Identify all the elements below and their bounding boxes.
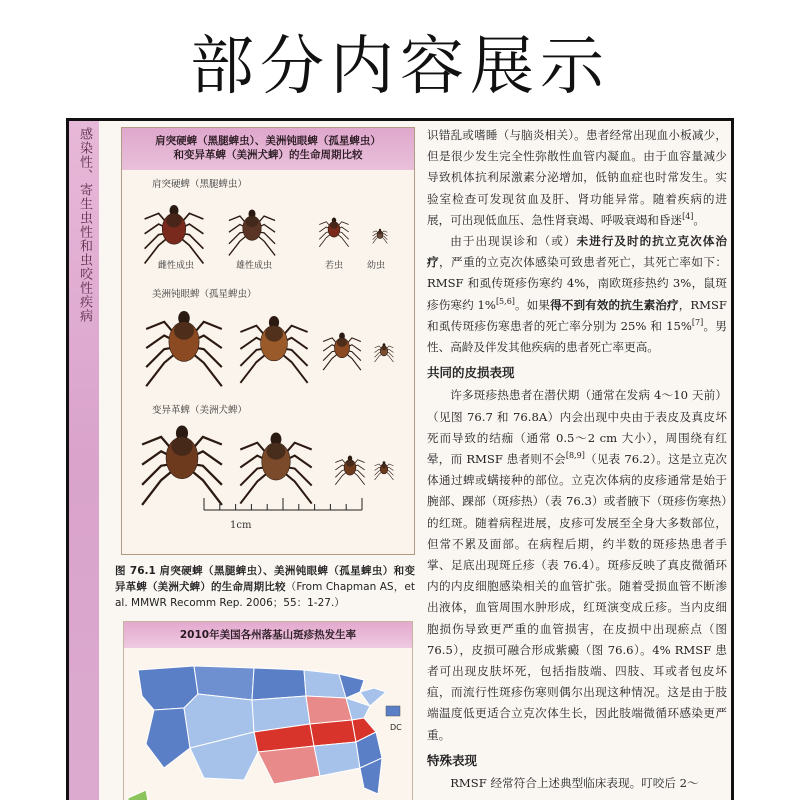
- scale-bar: [204, 498, 362, 510]
- p2-bold2: 得不到有效的抗生素治疗: [550, 297, 679, 312]
- paragraph-1: [427, 125, 727, 231]
- label-nymph: 若虫: [325, 261, 344, 271]
- section-heading-special: 特殊表现: [427, 752, 478, 768]
- dermacentor-female-tick: [142, 426, 222, 505]
- label-female-adult: 雌性成虫: [158, 261, 195, 271]
- section-heading-common-lesions: 共同的皮损表现: [427, 365, 515, 381]
- p2-b: ，严重的立克次体感染可致患者死亡，其死亡率如下：RMSF 和虱传斑疹伤寒约 4%，南欧斑疹热约 3%，鼠斑疹伤寒约 1%: [427, 255, 727, 312]
- group2-title: 美洲钝眼蜱（孤星蜱虫）: [152, 289, 257, 300]
- amblyomma-male-tick: [240, 316, 307, 383]
- p2-ref1: [5,6]: [495, 296, 515, 306]
- ixodes-male-tick: [229, 210, 275, 256]
- p1-end: 。: [693, 212, 706, 227]
- p3-a: 许多斑疹热患者在潜伏期（通常在发病 4～10 天前）（见图 76.7 和 76.8A）内会出现中央由于表皮及真皮坏死而导致的结痂（通常 0.5～2 cm 大小），周围绕有红晕，而 RMSF 患者则不会: [427, 388, 727, 467]
- caption-bold-text: 肩突硬蜱（黑腿蜱虫）、美洲钝眼蜱（孤星蜱虫）和变异革蜱（美洲犬蜱）的生命周期比较: [115, 565, 416, 593]
- dc-label: DC: [390, 723, 402, 732]
- ixodes-nymph-tick: [319, 218, 348, 247]
- amblyomma-larva-tick: [375, 343, 394, 362]
- running-head-text: 感染性、寄生虫性和虫咬性疾病: [77, 127, 92, 323]
- rmsf-map-panel: [123, 621, 413, 800]
- paragraph-4: RMSF 经常符合上述典型临床表现。叮咬后 2～: [450, 776, 699, 791]
- p2-a: 由于出现误诊和（或）: [450, 234, 577, 249]
- book-page: [66, 118, 734, 800]
- scale-bar-label: 1cm: [230, 520, 252, 531]
- p2-e: 。男性、高龄及伴发其他疾病的患者死亡率更高。: [427, 318, 727, 355]
- p2-d: ，RMSF 和虱传斑疹伤寒患者的死亡率分别为 25% 和 15%: [427, 297, 727, 333]
- p3-b: （见表 76.2）。这是立克次体通过蜱或螨接种的部位。立克次体病的皮疹通常是始于腕部、踝部（斑疹热）（表 76.3）或者腋下（斑疹伤寒热）的红斑。随着病程进展，皮疹可发展至全身大多数部位，但常不累及面部。在病程后期，约半数的斑疹热患者手掌、足底出现斑丘疹（表 76.4）。斑疹反映了真皮微循环内的内皮细胞感染相关的血管扩张。随着受损血管不断渗出液体，血管周围水肿形成，红斑演变成丘疹。当内皮细胞损伤导致更严重的血管损害，在皮损中出现瘀点（图 76.5），皮损可融合形成紫癜（图 76.6）。4% RMSF 患者可出现皮肤坏死，包括指肢端、四肢、耳或者包皮坏疽，而流行性斑疹伤寒则偶尔出现这种情况。这是由于肢端温度低更适合立克次体生长，因此肢端微循环感染更严重。: [427, 452, 727, 742]
- group3-title: 变异革蜱（美洲犬蜱）: [152, 405, 248, 416]
- figure-header-line2: 和变异革蜱（美洲犬蜱）的生命周期比较: [173, 149, 363, 161]
- dermacentor-nymph-tick: [335, 456, 364, 485]
- caption-source: （From Chapman AS，et al. MMWR Recomm Rep. 2006；55：1-27.）: [115, 581, 415, 609]
- map-title: 2010年美国各州落基山斑疹热发生率: [124, 622, 412, 648]
- ixodes-female-tick: [145, 205, 204, 264]
- caption-number: 图 76.1: [115, 565, 156, 577]
- p1-text: 识错乱或嗜睡（与脑炎相关）。患者经常出现血小板减少，但是很少发生完全性弥散性血管内凝血。由于血容量减少导致机体抗利尿激素分泌增加，低钠血症也时常发生。实验室检查可发现贫血及肝、肾功能异常。随着疾病的进展，可出现低血压、急性肾衰竭、呼吸衰竭和昏迷: [427, 128, 727, 227]
- group1-title: 肩突硬蜱（黑腿蜱虫）: [152, 179, 248, 190]
- p3-ref: [8,9]: [565, 451, 585, 461]
- label-male-adult: 雄性成虫: [236, 261, 273, 271]
- p1-ref: [4]: [682, 211, 694, 221]
- dermacentor-male-tick: [240, 433, 311, 504]
- paragraph-2: [427, 231, 727, 358]
- figure-header-line1: 肩突硬蜱（黑腿蜱虫）、美洲钝眼蜱（孤星蜱虫）: [155, 135, 381, 147]
- tick-illustrations: [122, 128, 416, 556]
- body-text-column: [427, 125, 727, 794]
- p2-bold1: 未进行及时的抗立克次体治疗: [427, 234, 727, 270]
- side-running-head-strip: [69, 121, 99, 800]
- tick-figure-panel: [121, 127, 415, 555]
- amblyomma-female-tick: [146, 311, 222, 386]
- figure-caption: [115, 563, 415, 611]
- dermacentor-larva-tick: [375, 461, 394, 480]
- p2-ref2: [7]: [691, 317, 704, 327]
- paragraph-3: [427, 385, 727, 745]
- amblyomma-nymph-tick: [323, 333, 361, 371]
- ixodes-larva-tick: [373, 229, 388, 244]
- p2-c: 。如果: [514, 297, 551, 312]
- label-larva: 幼虫: [367, 261, 386, 271]
- us-incidence-map: [124, 648, 414, 800]
- page-banner-title: 部分内容展示: [190, 30, 610, 104]
